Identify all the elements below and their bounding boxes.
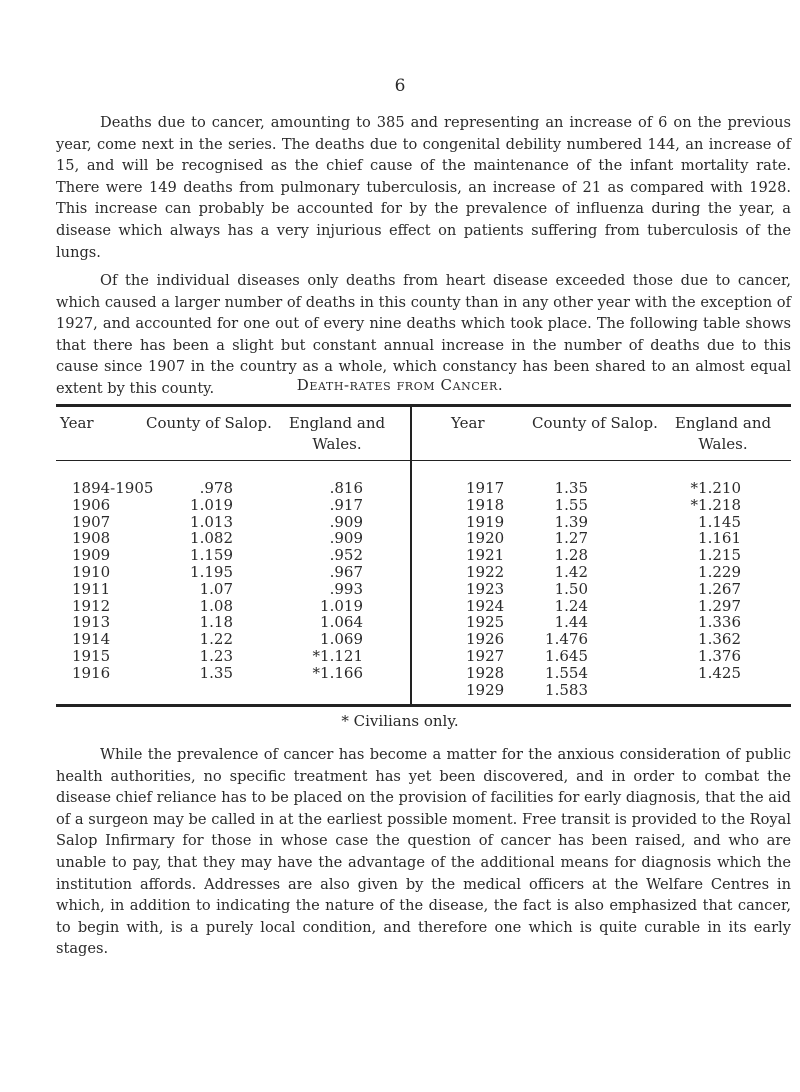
cell-county: 1.159 bbox=[190, 546, 233, 565]
cell-year: 1929 bbox=[466, 680, 505, 699]
cell-england: *1.218 bbox=[690, 495, 741, 514]
cell-year: 1907 bbox=[72, 512, 111, 531]
cell-year: 1924 bbox=[466, 596, 505, 615]
header-england-left: England and Wales. bbox=[288, 414, 386, 453]
cell-year: 1923 bbox=[466, 579, 505, 598]
cell-county: 1.55 bbox=[554, 495, 588, 514]
cell-england: .917 bbox=[329, 495, 363, 514]
cell-year: 1919 bbox=[466, 512, 505, 531]
cell-england: 1.376 bbox=[698, 647, 741, 665]
cell-england: 1.297 bbox=[698, 596, 741, 615]
cell-year: 1915 bbox=[72, 647, 111, 665]
cell-england: 1.267 bbox=[698, 579, 741, 598]
cell-england: *1.210 bbox=[690, 479, 741, 497]
cell-year: 1921 bbox=[466, 546, 505, 565]
cell-county: 1.22 bbox=[199, 630, 233, 649]
cell-county: 1.583 bbox=[545, 680, 588, 699]
cell-year: 1913 bbox=[72, 613, 111, 632]
cell-england: 1.215 bbox=[698, 546, 741, 565]
header-county-right: County of Salop. bbox=[532, 414, 658, 432]
cell-england: 1.425 bbox=[698, 663, 741, 682]
cell-year: 1918 bbox=[466, 495, 505, 514]
cell-county: 1.28 bbox=[554, 546, 588, 565]
cell-county: 1.44 bbox=[554, 613, 588, 632]
header-county-left: County of Salop. bbox=[146, 414, 272, 432]
cell-county: 1.23 bbox=[199, 647, 233, 665]
cell-county: 1.013 bbox=[190, 512, 233, 531]
cell-county: 1.07 bbox=[199, 579, 233, 598]
cell-year: 1914 bbox=[72, 630, 111, 649]
cell-year: 1909 bbox=[72, 546, 111, 565]
cell-england: .967 bbox=[329, 563, 363, 581]
header-england-right: England and Wales. bbox=[674, 414, 772, 453]
cell-county: 1.35 bbox=[199, 663, 233, 682]
cell-england: 1.064 bbox=[320, 613, 363, 632]
cell-year: 1917 bbox=[466, 479, 505, 497]
cell-year: 1920 bbox=[466, 529, 505, 548]
cell-year: 1908 bbox=[72, 529, 111, 548]
header-year-right: Year bbox=[451, 414, 485, 432]
cell-county: 1.195 bbox=[190, 563, 233, 581]
cell-county: 1.08 bbox=[199, 596, 233, 615]
table-top-rule bbox=[56, 404, 791, 407]
table-header-rule bbox=[56, 460, 791, 461]
cell-county: .978 bbox=[199, 479, 233, 497]
cell-england: 1.229 bbox=[698, 563, 741, 581]
cell-year: 1911 bbox=[72, 579, 111, 598]
cell-county: 1.082 bbox=[190, 529, 233, 548]
table-row bbox=[0, 681, 800, 700]
cell-england: 1.069 bbox=[320, 630, 363, 649]
cell-county: 1.645 bbox=[545, 647, 588, 665]
cell-county: 1.27 bbox=[554, 529, 588, 548]
cell-year: 1894-1905 bbox=[72, 479, 154, 497]
table-bottom-rule bbox=[56, 704, 791, 707]
cell-county: 1.019 bbox=[190, 495, 233, 514]
cell-year: 1922 bbox=[466, 563, 505, 581]
cell-england: 1.019 bbox=[320, 596, 363, 615]
cell-county: 1.18 bbox=[199, 613, 233, 632]
cell-county: 1.50 bbox=[554, 579, 588, 598]
cell-england: 1.362 bbox=[698, 630, 741, 649]
cell-year: 1925 bbox=[466, 613, 505, 632]
cell-year: 1912 bbox=[72, 596, 111, 615]
cell-year: 1906 bbox=[72, 495, 111, 514]
cell-year: 1916 bbox=[72, 663, 111, 682]
cell-england: .952 bbox=[329, 546, 363, 565]
cell-england: 1.336 bbox=[698, 613, 741, 632]
cell-england: 1.145 bbox=[698, 512, 741, 531]
cell-county: 1.35 bbox=[554, 479, 588, 497]
cell-county: 1.24 bbox=[554, 596, 588, 615]
cell-year: 1926 bbox=[466, 630, 505, 649]
page-number: 6 bbox=[394, 76, 406, 96]
cell-year: 1910 bbox=[72, 563, 111, 581]
cell-england: .909 bbox=[329, 529, 363, 548]
cell-england: *1.121 bbox=[312, 647, 363, 665]
cell-county: 1.39 bbox=[554, 512, 588, 531]
cell-year: 1927 bbox=[466, 647, 505, 665]
header-year-left: Year bbox=[60, 414, 94, 432]
table-title: Death-rates from Cancer. bbox=[296, 376, 504, 394]
paragraph-treatment: While the prevalence of cancer has become a matter for the anxious consideration of public health authorities, no specific treatment has yet been discovered, and in order to combat the disease chief reliance has to be placed on the provision of facilities for early diagnosis, that the aid of a surgeon may be called in at the earliest possible moment. Free transit is provided to the Royal Salop Infirmary for those in whose case the question of cancer has been raised, and who are unable to pay, that they may have the advantage of the additional means for diagnosis which the institution affords. Addresses are also given by the medical officers at the Welfare Centres in which, in addition to indicating the nature of the disease, the fact is also emphasized that cancer, to begin with, is a purely local condition, and therefore one which is quite curable in its early stages. bbox=[56, 746, 791, 958]
cell-county: 1.554 bbox=[545, 663, 588, 682]
paragraph-heart-disease: Of the individual diseases only deaths from heart disease exceeded those due to cancer, which caused a larger number of deaths in this county than in any other year with the exception of 1927, and accounted for one out of every nine deaths which took place. The following table shows that there has been a slight but constant annual increase in the number of deaths due to this cause since 1907 in the country as a whole, which constancy has been shared to an almost equal extent by this county. bbox=[56, 272, 791, 397]
cell-england: .909 bbox=[329, 512, 363, 531]
cell-england: 1.161 bbox=[698, 529, 741, 548]
table-footnote: * Civilians only. bbox=[341, 712, 459, 730]
cell-england: .816 bbox=[329, 479, 363, 497]
cell-county: 1.42 bbox=[554, 563, 588, 581]
cell-year: 1928 bbox=[466, 663, 505, 682]
paragraph-cancer-deaths: Deaths due to cancer, amounting to 385 and representing an increase of 6 on the previous year, come next in the series. The deaths due to congenital debility numbered 144, an increase of 15, and will be recognised as the chief cause of the maintenance of the infant mortality rate. There were 149 deaths from pulmonary tuberculosis, an increase of 21 as compared with 1928. This increase can probably be accounted for by the prevalence of influenza during the year, a disease which always has a very injurious effect on patients suffering from tuberculosis of the lungs. bbox=[56, 114, 791, 261]
cell-england: .993 bbox=[329, 579, 363, 598]
cell-england: *1.166 bbox=[312, 663, 363, 682]
cell-county: 1.476 bbox=[545, 630, 588, 649]
